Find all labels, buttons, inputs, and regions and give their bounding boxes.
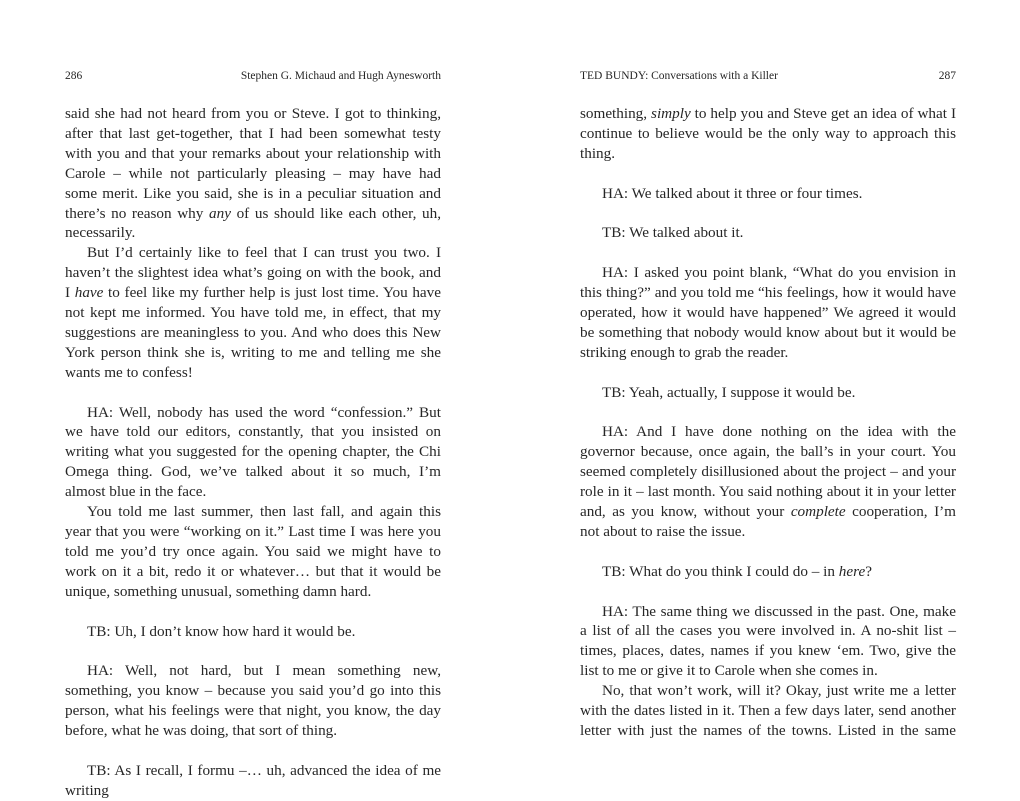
right-page-number: 287: [938, 70, 956, 82]
paragraph: something, simply to help you and Steve get an idea of what I continue to believe would be the only way to approach this thing.: [580, 105, 956, 162]
left-page-number: 286: [65, 70, 83, 82]
paragraph: But I’d certainly like to feel that I can trust you two. I haven’t the slightest idea what’s going on with the book, and I have to feel like my further help is just lost time. You have not kept me informed. You have told me, in effect, that my suggestions are meaningless to you. And who does this New York person think she is, writing to me and telling me she wants me to confess!: [65, 244, 441, 381]
paragraph: HA: Well, nobody has used the word “confession.” But we have told our editors, constantly, that you insisted on writing what you suggested for the opening chapter, the Chi Omega thing. God, we’ve talked about it so much, I’m almost blue in the face.: [65, 403, 441, 501]
paragraph: said she had not heard from you or Steve. I got to thinking, after that last get-together, that I had been somewhat testy with you and that your remarks about your relationship with Carole – while not particularly pleasing – may have had some merit. Like you said, she is in a peculiar situation and there’s no reason why any of us should like each other, uh, necessarily.: [65, 105, 441, 242]
left-page-header: [65, 68, 441, 84]
right-page-header: [580, 68, 956, 84]
paragraph: HA: The same thing we discussed in the past. One, make a list of all the cases you were involved in. A no-shit list – times, places, dates, names if you knew ‘em. Two, give the list to me or give it to Carole when she comes in.: [580, 602, 956, 680]
paragraph: HA: And I have done nothing on the idea with the governor because, once again, the ball’s in your court. You seemed completely disillusioned about the project – and your role in it – last month. You said nothing about it in your letter and, as you know, without your complete cooperation, I’m not about to raise the issue.: [580, 423, 956, 540]
paragraph: HA: We talked about it three or four times.: [602, 184, 863, 202]
right-page-body: [580, 104, 956, 741]
paragraph: TB: Uh, I don’t know how hard it would be.: [87, 622, 356, 640]
left-running-head: Stephen G. Michaud and Hugh Aynesworth: [240, 70, 441, 82]
paragraph: TB: What do you think I could do – in here?: [602, 562, 872, 580]
paragraph: TB: Yeah, actually, I suppose it would be.: [602, 383, 856, 401]
paragraph: TB: We talked about it.: [602, 224, 744, 242]
left-page-body: [65, 104, 441, 801]
paragraph: No, that won’t work, will it? Okay, just write me a letter with the dates listed in it. Then a few days later, send another letter with just the names of the towns. Listed in the same: [580, 682, 956, 739]
paragraph: TB: As I recall, I formu –… uh, advanced the idea of me writing: [65, 761, 441, 799]
right-running-head: TED BUNDY: Conversations with a Killer: [580, 70, 778, 82]
paragraph: HA: I asked you point blank, “What do you envision in this thing?” and you told me “his feelings, how it would have operated, how it would have happened” We agreed it would be something that nobody would know about but it would be striking enough to grab the reader.: [580, 264, 956, 361]
paragraph: You told me last summer, then last fall, and again this year that you were “working on it.” Last time I was here you told me you’d try once again. You said we might have to work on it a bit, redo it or whatever… but that it would be unique, something unusual, something damn hard.: [65, 503, 441, 600]
paragraph: HA: Well, not hard, but I mean something new, something, you know – because you said you’d go into this person, what his feelings were that night, you know, the day before, what he was doing, that sort of thing.: [65, 662, 441, 740]
